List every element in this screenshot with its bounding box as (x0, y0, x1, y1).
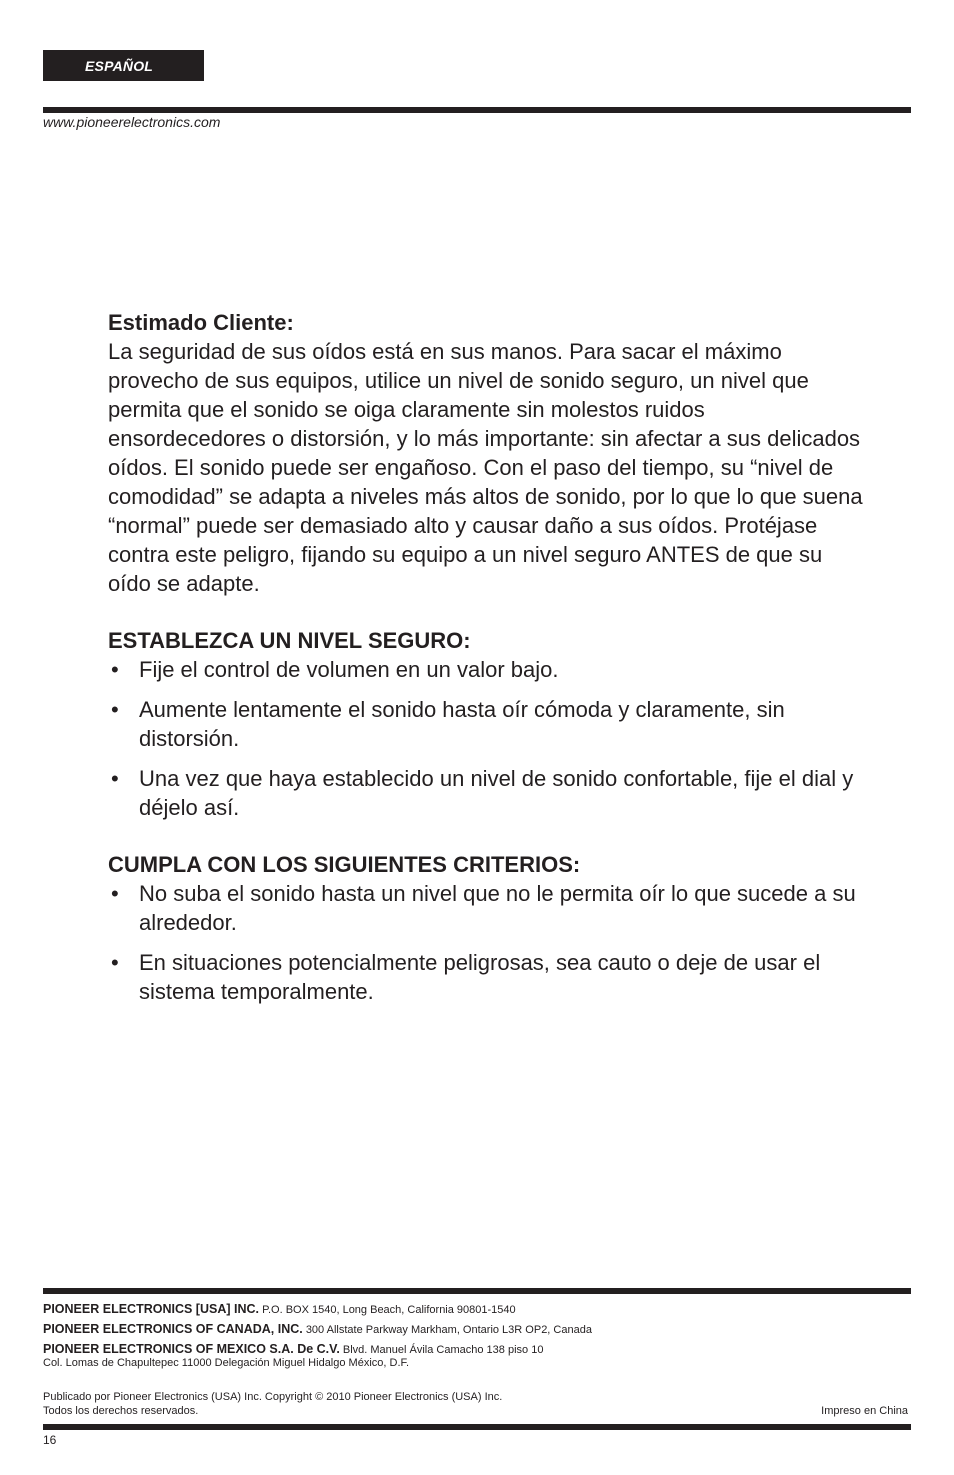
bullet-list (108, 879, 868, 1006)
section-criteria (108, 850, 868, 1006)
bottom-rule (43, 1424, 911, 1430)
section-safe-level (108, 626, 868, 822)
company-addresses (43, 1303, 911, 1376)
intro-paragraph: La seguridad de sus oídos está en sus manos. Para sacar el máximo provecho de sus equipos, utilice un nivel de sonido seguro, un nivel que permita que el sonido se oiga claramente sin molestos ruidos ensordecedores o distorsión, y lo más importante: sin afectar a sus delicados oídos. El sonido puede ser engañoso. Con el paso del tiempo, su “nivel de comodidad” se adapta a niveles más altos de sonido, por lo que lo que suena “normal” puede ser demasiado alto y causar daño a sus oídos. Protéjase contra este peligro, fijando su equipo a un nivel seguro ANTES de que su oído se adapte. (108, 339, 863, 596)
printed-in: Impreso en China (821, 1405, 908, 1417)
page-number: 16 (43, 1433, 57, 1447)
list-item: • Aumente lentamente el sonido hasta oír cómoda y claramente, sin distorsión. (111, 697, 785, 751)
published-by: Publicado por Pioneer Electronics (USA) Inc. Copyright © 2010 Pioneer Electronics (USA) Inc. (43, 1391, 503, 1403)
company-mexico: PIONEER ELECTRONICS OF MEXICO S.A. De C.V. Blvd. Manuel Ávila Camacho 138 piso 10 Col. Lomas de Chapultepec 11000 Delegación Miguel Hidalgo México, D.F. (43, 1342, 544, 1369)
list-item: • En situaciones potencialmente peligrosas, sea cauto o deje de usar el sistema temporalmente. (111, 950, 821, 1004)
main-content (108, 308, 868, 1017)
rights-reserved: Todos los derechos reservados. (43, 1405, 199, 1417)
language-label: ESPAÑOL (85, 57, 154, 74)
bullet-icon: • (111, 657, 119, 682)
company-usa: PIONEER ELECTRONICS [USA] INC. P.O. BOX 1540, Long Beach, California 90801-1540 (43, 1302, 516, 1316)
section-heading: ESTABLEZCA UN NIVEL SEGURO: (108, 628, 471, 653)
section-heading: CUMPLA CON LOS SIGUIENTES CRITERIOS: (108, 852, 581, 877)
greeting: Estimado Cliente: (108, 310, 294, 335)
list-item: • Una vez que haya establecido un nivel de sonido confortable, fije el dial y déjelo así. (111, 766, 854, 820)
bullet-icon: • (111, 697, 119, 722)
footer-rule (43, 1288, 911, 1294)
language-tab (43, 50, 204, 81)
list-item: • No suba el sonido hasta un nivel que no le permita oír lo que sucede a su alrededor. (111, 881, 856, 935)
copyright-block (43, 1390, 911, 1418)
list-item: • Fije el control de volumen en un valor bajo. (111, 657, 559, 682)
bullet-icon: • (111, 881, 119, 906)
bullet-list (108, 655, 868, 822)
bullet-icon: • (111, 766, 119, 791)
bullet-icon: • (111, 950, 119, 975)
company-canada: PIONEER ELECTRONICS OF CANADA, INC. 300 Allstate Parkway Markham, Ontario L3R OP2, Canada (43, 1322, 592, 1336)
website-url: www.pioneerelectronics.com (43, 114, 221, 130)
header-rule (43, 107, 911, 113)
